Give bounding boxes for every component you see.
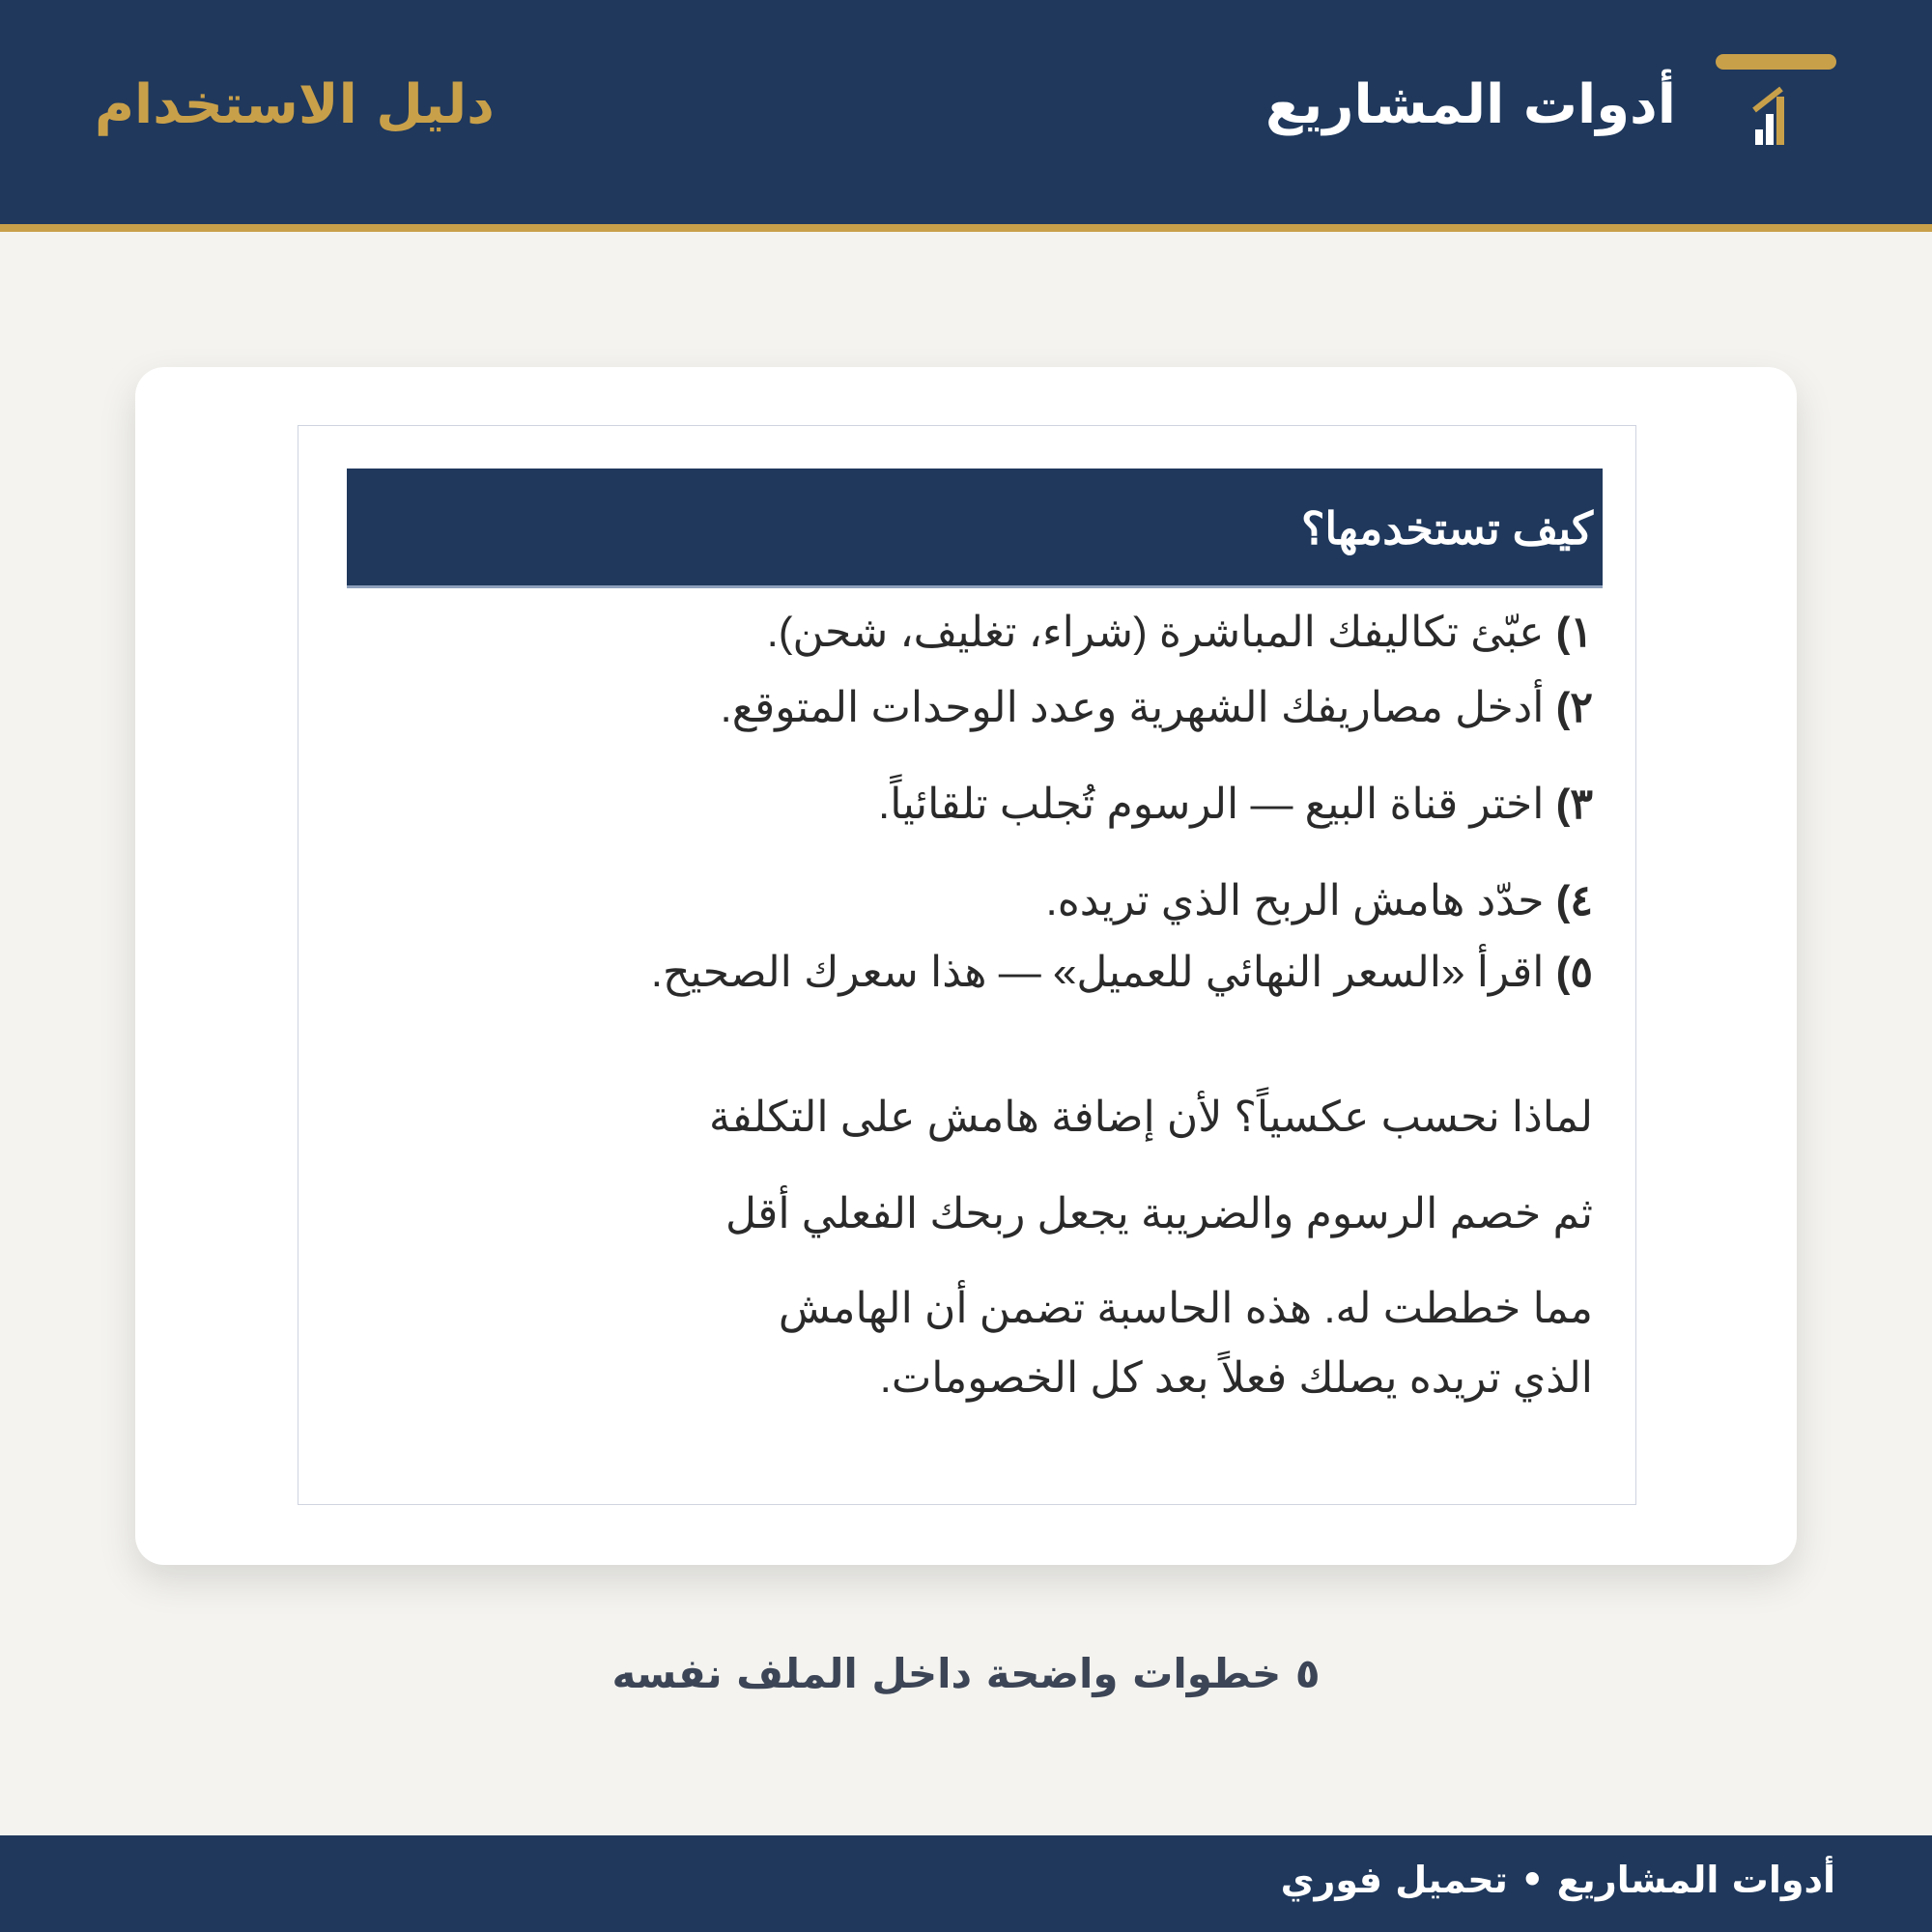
top-banner bbox=[0, 0, 1932, 232]
bar-chart-icon bbox=[1716, 54, 1836, 151]
explanation-line: مما خططت له. هذه الحاسبة تضمن أن الهامش bbox=[778, 1285, 1593, 1332]
step-number: ٢) bbox=[1555, 684, 1593, 731]
step-item bbox=[1046, 876, 1593, 925]
step-text: حدّد هامش الربح الذي تريده. bbox=[1045, 877, 1545, 924]
brand-name: أدوات المشاريع bbox=[1264, 73, 1676, 136]
screenshot-card bbox=[135, 367, 1797, 1565]
step-number: ٤) bbox=[1555, 877, 1593, 924]
step-item bbox=[651, 948, 1593, 997]
caption: ٥ خطوات واضحة داخل الملف نفسه bbox=[611, 1650, 1321, 1697]
footer-text: أدوات المشاريع • تحميل فوري bbox=[1280, 1859, 1835, 1901]
document-heading: كيف تستخدمها؟ bbox=[347, 469, 1603, 588]
step-text: اختر قناة البيع — الرسوم تُجلب تلقائياً. bbox=[877, 781, 1545, 828]
step-number: ٣) bbox=[1555, 781, 1593, 828]
explanation-line: ثم خصم الرسوم والضريبة يجعل ربحك الفعلي أقل bbox=[724, 1190, 1593, 1237]
document-screenshot bbox=[298, 425, 1636, 1505]
step-number: ١) bbox=[1555, 609, 1593, 656]
footer-bar bbox=[0, 1835, 1932, 1932]
explanation-line: لماذا نحسب عكسياً؟ لأن إضافة هامش على التكلفة bbox=[709, 1094, 1593, 1141]
guide-title: دليل الاستخدام bbox=[95, 73, 495, 136]
step-item bbox=[767, 608, 1593, 657]
step-text: اقرأ «السعر النهائي للعميل» — هذا سعرك الصحيح. bbox=[650, 949, 1545, 996]
step-text: عبّئ تكاليفك المباشرة (شراء، تغليف، شحن). bbox=[766, 609, 1545, 656]
step-number: ٥) bbox=[1555, 949, 1593, 996]
step-item bbox=[721, 683, 1593, 732]
step-text: أدخل مصاريفك الشهرية وعدد الوحدات المتوقع. bbox=[720, 684, 1545, 731]
step-item bbox=[878, 780, 1593, 829]
explanation-line: الذي تريده يصلك فعلاً بعد كل الخصومات. bbox=[879, 1354, 1593, 1402]
